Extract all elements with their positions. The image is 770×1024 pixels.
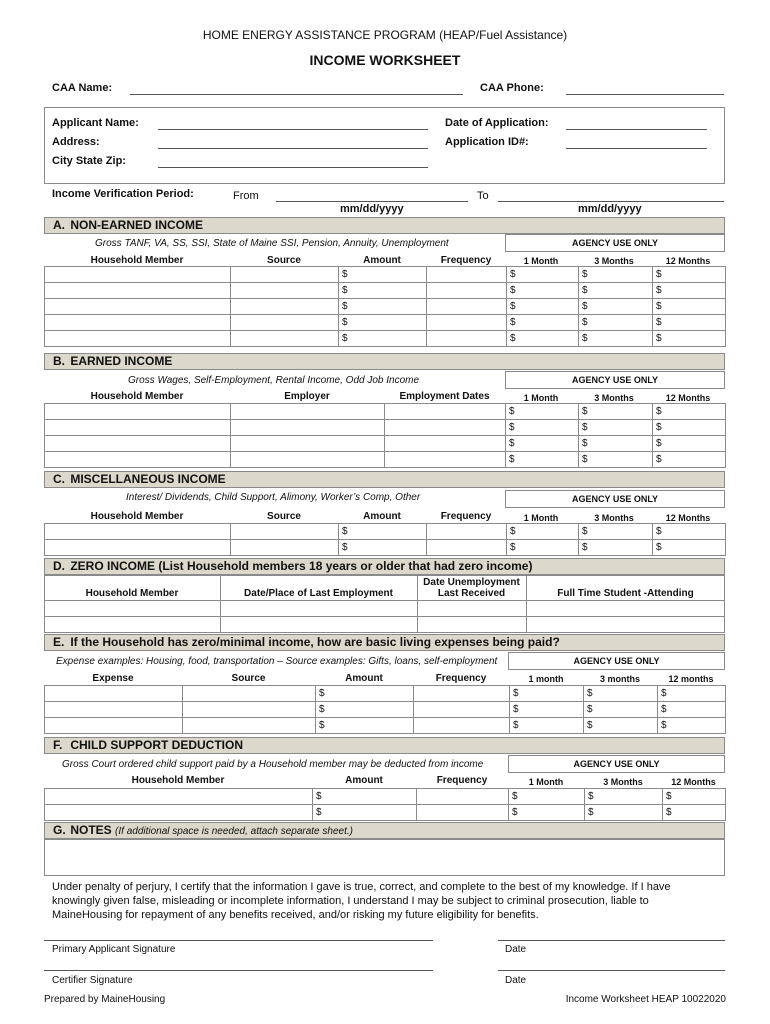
section-c-col-source: Source bbox=[267, 511, 301, 522]
section-f-header bbox=[44, 737, 725, 754]
section-g-note: (If additional space is needed, attach separate sheet.) bbox=[115, 826, 353, 837]
city-state-zip-field[interactable] bbox=[158, 167, 428, 168]
primary-date-field[interactable] bbox=[498, 940, 725, 941]
section-d-col-unemployment: Date Unemployment bbox=[423, 577, 520, 588]
section-f-col-1month: 1 Month bbox=[528, 777, 564, 787]
page-title: INCOME WORKSHEET bbox=[309, 52, 461, 68]
section-f-col-frequency: Frequency bbox=[436, 775, 488, 786]
date-of-application-field[interactable] bbox=[566, 129, 707, 130]
section-c-subtitle: Interest/ Dividends, Child Support, Alimony, Worker’s Comp, Other bbox=[126, 492, 421, 503]
section-b-col-dates: Employment Dates bbox=[399, 391, 490, 402]
section-f-col-12months: 12 Months bbox=[671, 777, 716, 787]
section-a-col-12months: 12 Months bbox=[665, 256, 711, 266]
section-c-col-1month: 1 Month bbox=[523, 513, 559, 523]
section-c-col-frequency: Frequency bbox=[440, 511, 492, 522]
table-row[interactable]: $ $ $ $ bbox=[45, 686, 726, 702]
section-a-header bbox=[44, 217, 725, 234]
primary-date-label: Date bbox=[505, 944, 527, 955]
section-a-subtitle: Gross TANF, VA, SS, SSI, State of Maine SSI, Pension, Annuity, Unemployment bbox=[95, 238, 449, 249]
section-a-col-frequency: Frequency bbox=[440, 255, 492, 266]
application-id-field[interactable] bbox=[566, 148, 707, 149]
section-e-col-expense: Expense bbox=[92, 673, 134, 684]
section-b-letter: B. bbox=[53, 354, 65, 368]
section-a-letter: A. bbox=[53, 218, 65, 232]
table-row[interactable]: $ $ $ $ bbox=[45, 283, 726, 299]
table-row[interactable]: $ $ $ $ bbox=[45, 718, 726, 734]
from-date-field[interactable] bbox=[276, 201, 468, 202]
applicant-name-field[interactable] bbox=[158, 129, 428, 130]
certifier-signature-label: Certifier Signature bbox=[52, 975, 133, 986]
section-a-table bbox=[44, 266, 726, 347]
from-label: From bbox=[233, 190, 259, 202]
section-b-header bbox=[44, 353, 725, 370]
notes-field[interactable] bbox=[44, 839, 725, 876]
section-e-header bbox=[44, 634, 725, 651]
section-c-agency-use: AGENCY USE ONLY bbox=[505, 490, 725, 508]
section-e-agency-use: AGENCY USE ONLY bbox=[508, 652, 725, 670]
section-d-col-member: Household Member bbox=[85, 588, 179, 599]
footer-form-id: Income Worksheet HEAP 10022020 bbox=[565, 994, 726, 1005]
primary-signature-field[interactable] bbox=[44, 940, 433, 941]
table-row[interactable]: $ $ $ bbox=[45, 404, 726, 420]
section-f-col-3months: 3 Months bbox=[603, 777, 643, 787]
certification-line-2: knowingly given false, misleading or incomplete information, I understand I may be subject to criminal prosecution, liable to bbox=[52, 895, 649, 907]
footer-prepared-by: Prepared by MaineHousing bbox=[44, 994, 166, 1005]
table-row[interactable]: $ $ $ bbox=[45, 436, 726, 452]
section-d-col-last-employment: Date/Place of Last Employment bbox=[244, 588, 393, 599]
primary-signature-label: Primary Applicant Signature bbox=[52, 944, 176, 955]
caa-phone-label: CAA Phone: bbox=[480, 82, 544, 94]
section-f-col-amount: Amount bbox=[345, 775, 383, 786]
to-date-field[interactable] bbox=[498, 201, 724, 202]
address-field[interactable] bbox=[158, 148, 428, 149]
table-row[interactable]: $ $ $ $ bbox=[45, 540, 726, 556]
section-f-agency-use: AGENCY USE ONLY bbox=[508, 755, 725, 773]
section-d-col-rule-3 bbox=[526, 575, 527, 633]
table-row[interactable]: $ $ $ $ bbox=[45, 267, 726, 283]
section-d-letter: D. bbox=[53, 559, 65, 573]
section-b-col-member: Household Member bbox=[90, 391, 184, 402]
table-row[interactable]: $ $ $ $ bbox=[45, 524, 726, 540]
section-b-col-employer: Employer bbox=[284, 391, 330, 402]
section-e-col-frequency: Frequency bbox=[435, 673, 487, 684]
section-a-title: NON-EARNED INCOME bbox=[70, 218, 204, 232]
section-b-title: EARNED INCOME bbox=[70, 354, 173, 368]
section-b-col-12months: 12 Months bbox=[665, 393, 711, 403]
verification-period-label: Income Verification Period: bbox=[52, 188, 194, 200]
city-state-zip-label: City State Zip: bbox=[52, 155, 126, 167]
section-a-col-member: Household Member bbox=[90, 255, 184, 266]
to-label: To bbox=[477, 190, 489, 202]
table-row[interactable]: $ $ $ bbox=[45, 452, 726, 468]
section-e-table bbox=[44, 685, 726, 734]
table-row[interactable]: $ $ $ $ bbox=[45, 315, 726, 331]
section-b-agency-use: AGENCY USE ONLY bbox=[505, 371, 725, 389]
section-d-rule-1 bbox=[44, 600, 725, 601]
section-d-col-student: Full Time Student -Attending bbox=[557, 588, 694, 599]
table-row[interactable]: $ $ $ $ bbox=[45, 299, 726, 315]
date-of-application-label: Date of Application: bbox=[445, 117, 549, 129]
application-id-label: Application ID#: bbox=[445, 136, 529, 148]
section-f-table bbox=[44, 788, 726, 821]
section-f-col-member: Household Member bbox=[131, 775, 225, 786]
certification-line-3: MaineHousing for repayment of any benefits received, and/or risking my future eligibility for benefits. bbox=[52, 909, 539, 921]
caa-phone-field[interactable] bbox=[566, 94, 724, 95]
section-c-title: MISCELLANEOUS INCOME bbox=[70, 472, 226, 486]
section-f-title: CHILD SUPPORT DEDUCTION bbox=[70, 738, 244, 752]
section-b-table bbox=[44, 403, 726, 468]
section-g-letter: G. bbox=[53, 823, 66, 837]
section-b-subtitle: Gross Wages, Self-Employment, Rental Income, Odd Job Income bbox=[128, 375, 420, 386]
certification-text bbox=[52, 880, 671, 922]
table-row[interactable]: $ $ $ $ bbox=[45, 805, 726, 821]
caa-name-label: CAA Name: bbox=[52, 82, 113, 94]
section-e-col-1month: 1 month bbox=[528, 674, 564, 684]
section-e-title: If the Household has zero/minimal income, how are basic living expenses being paid? bbox=[70, 635, 560, 649]
section-e-col-source: Source bbox=[231, 673, 266, 684]
section-a-col-1month: 1 Month bbox=[523, 256, 559, 266]
caa-name-field[interactable] bbox=[130, 94, 463, 95]
certifier-date-label: Date bbox=[505, 975, 527, 986]
section-b-col-1month: 1 Month bbox=[523, 393, 559, 403]
section-d-rule-2 bbox=[44, 616, 725, 617]
section-c-col-member: Household Member bbox=[90, 511, 184, 522]
section-a-col-amount: Amount bbox=[363, 255, 401, 266]
certifier-signature-field[interactable] bbox=[44, 970, 433, 971]
table-row[interactable]: $ $ $ $ bbox=[45, 789, 726, 805]
section-e-letter: E. bbox=[53, 635, 65, 649]
section-d-col-last-received: Last Received bbox=[437, 588, 506, 599]
section-a-agency-use: AGENCY USE ONLY bbox=[505, 234, 725, 252]
table-row[interactable]: $ $ $ bbox=[45, 420, 726, 436]
section-e-col-amount: Amount bbox=[345, 673, 383, 684]
section-a-col-3months: 3 Months bbox=[594, 256, 634, 266]
address-label: Address: bbox=[52, 136, 100, 148]
program-title: HOME ENERGY ASSISTANCE PROGRAM (HEAP/Fuel Assistance) bbox=[202, 28, 568, 42]
section-c-col-3months: 3 Months bbox=[594, 513, 634, 523]
section-c-col-amount: Amount bbox=[363, 511, 401, 522]
section-b-col-3months: 3 Months bbox=[594, 393, 634, 403]
section-e-col-3months: 3 months bbox=[599, 674, 640, 684]
section-g-header bbox=[44, 822, 725, 839]
section-a-col-source: Source bbox=[267, 255, 301, 266]
section-g-title: NOTES bbox=[70, 823, 112, 837]
certification-line-1: Under penalty of perjury, I certify that the information I gave is true, correct, and complete to the best of my knowledge. If I have bbox=[52, 881, 671, 893]
section-c-table bbox=[44, 523, 726, 556]
applicant-info-box bbox=[44, 107, 725, 184]
table-row[interactable]: $ $ $ $ bbox=[45, 331, 726, 347]
section-e-col-12months: 12 months bbox=[668, 674, 714, 684]
section-e-subtitle: Expense examples: Housing, food, transportation – Source examples: Gifts, loans, self-employment bbox=[56, 656, 498, 667]
section-c-letter: C. bbox=[53, 472, 65, 486]
section-c-col-12months: 12 Months bbox=[665, 513, 711, 523]
section-f-subtitle: Gross Court ordered child support paid by a Household member may be deducted from income bbox=[62, 759, 484, 770]
to-date-format: mm/dd/yyyy bbox=[578, 203, 642, 215]
section-c-header bbox=[44, 471, 725, 488]
from-date-format: mm/dd/yyyy bbox=[340, 203, 404, 215]
section-d-header bbox=[44, 558, 725, 575]
table-row[interactable]: $ $ $ $ bbox=[45, 702, 726, 718]
certifier-date-field[interactable] bbox=[498, 970, 725, 971]
section-d-title: ZERO INCOME (List Household members 18 years or older that had zero income) bbox=[70, 559, 533, 573]
applicant-name-label: Applicant Name: bbox=[52, 117, 139, 129]
section-d-col-rule-1 bbox=[220, 575, 221, 633]
section-d-box bbox=[44, 575, 725, 633]
section-f-letter: F. bbox=[53, 738, 63, 752]
